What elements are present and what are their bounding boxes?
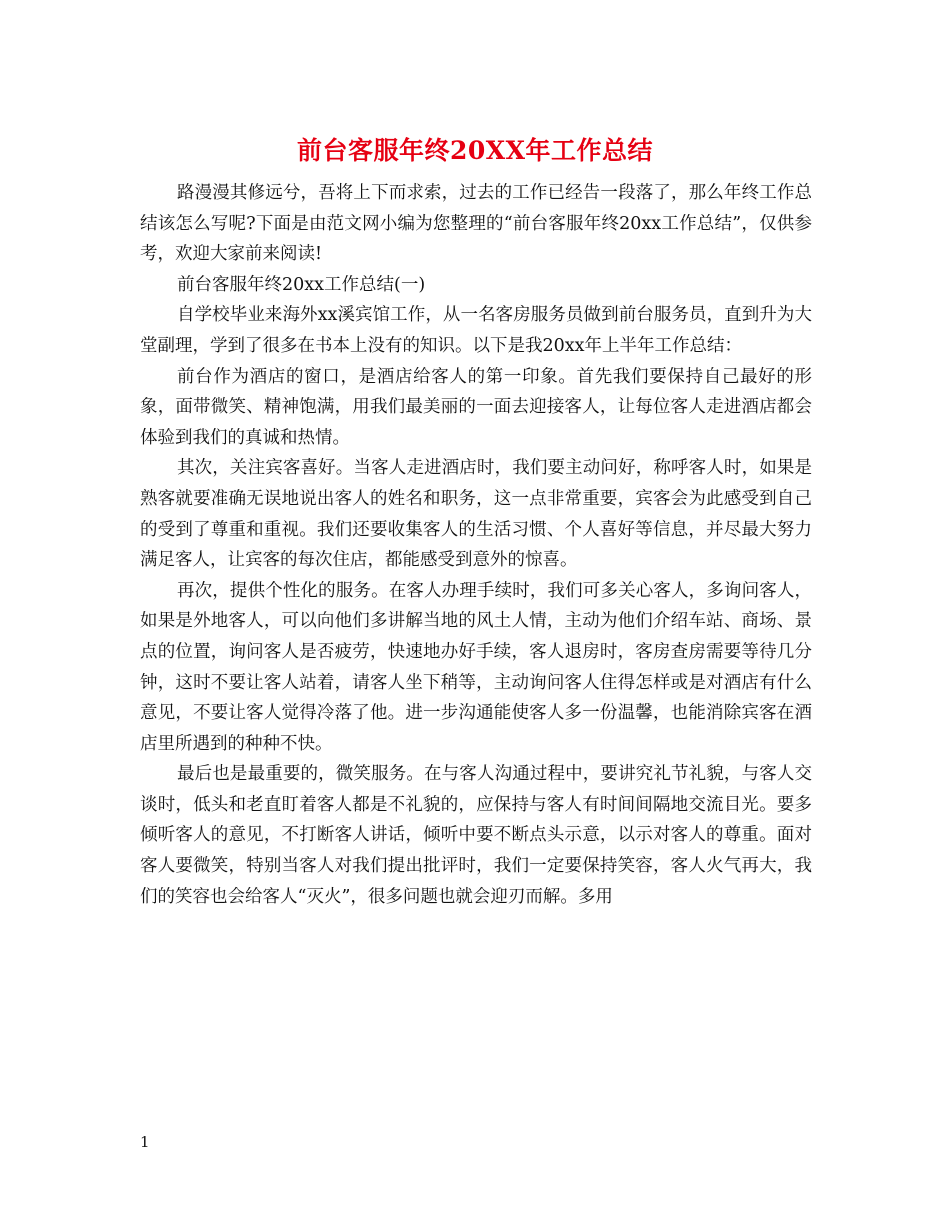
paragraph: 自学校毕业来海外xx溪宾馆工作，从一名客房服务员做到前台服务员，直到升为大堂副理，学到了很多在书本上没有的知识。以下是我20xx年上半年工作总结： — [140, 305, 812, 356]
page-number: 1 — [140, 1133, 150, 1151]
paragraph: 再次，提供个性化的服务。在客人办理手续时，我们可多关心客人，多询问客人，如果是外地客人，可以向他们多讲解当地的风土人情，主动为他们介绍车站、商场、景点的位置，询问客人是否疲劳，快速地办好手续，客人退房时，客房查房需要等待几分钟，这时不要让客人站着，请客人坐下稍等，主动询问客人住得怎样或是对酒店有什么意见，不要让客人觉得冷落了他。进一步沟通能使客人多一份温馨，也能消除宾客在酒店里所遇到的种种不快。 — [140, 580, 812, 754]
section-heading: 前台客服年终20xx工作总结(一) — [177, 274, 426, 295]
document-title: 前台客服年终20XX年工作总结 — [296, 136, 654, 165]
paragraph: 其次，关注宾客喜好。当客人走进酒店时，我们要主动问好，称呼客人时，如果是熟客就要准确无误地说出客人的姓名和职务，这一点非常重要，宾客会为此感受到自己的受到了尊重和重视。我们还要收集客人的生活习惯、个人喜好等信息，并尽最大努力满足客人，让宾客的每次住店，都能感受到意外的惊喜。 — [140, 458, 812, 571]
paragraph: 最后也是最重要的，微笑服务。在与客人沟通过程中，要讲究礼节礼貌，与客人交谈时，低头和老直盯着客人都是不礼貌的，应保持与客人有时间间隔地交流目光。要多倾听客人的意见，不打断客人讲话，倾听中要不断点头示意，以示对客人的尊重。面对客人要微笑，特别当客人对我们提出批评时，我们一定要保持笑容，客人火气再大，我们的笑容也会给客人“灭火”，很多问题也就会迎刃而解。多用 — [140, 764, 812, 907]
paragraph: 前台作为酒店的窗口，是酒店给客人的第一印象。首先我们要保持自己最好的形象，面带微笑、精神饱满，用我们最美丽的一面去迎接客人，让每位客人走进酒店都会体验到我们的真诚和热情。 — [140, 366, 812, 448]
document-body — [140, 178, 812, 912]
paragraph-intro: 路漫漫其修远兮，吾将上下而求索，过去的工作已经告一段落了，那么年终工作总结该怎么写呢?下面是由范文网小编为您整理的“前台客服年终20xx工作总结”，仅供参考，欢迎大家前来阅读! — [140, 183, 812, 265]
